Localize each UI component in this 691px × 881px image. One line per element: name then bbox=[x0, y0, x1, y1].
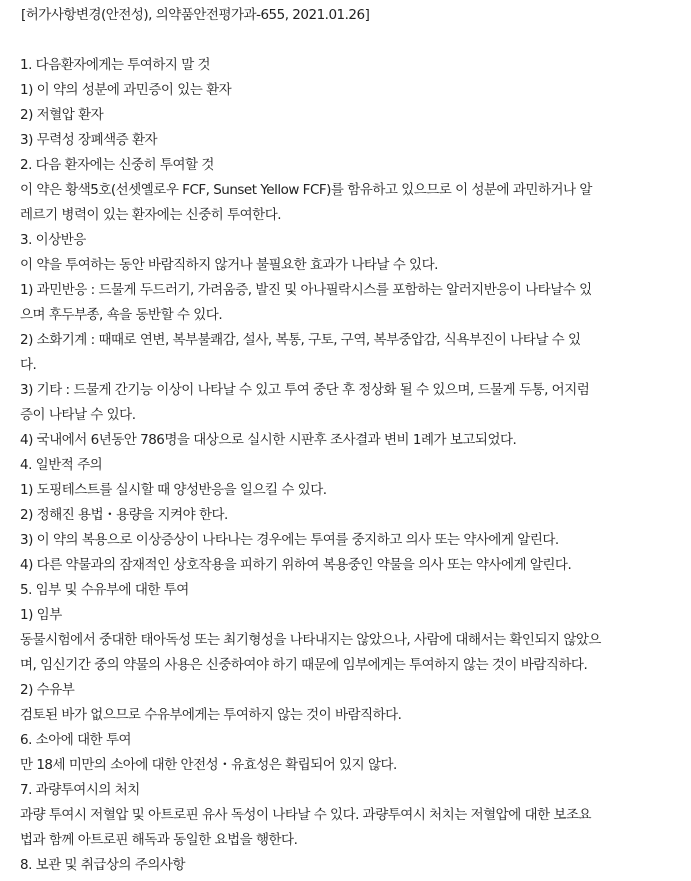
text-line: 4) 국내에서 6년동안 786명을 대상으로 실시한 시판후 조사결과 변비 1례가 보고되었다. bbox=[20, 432, 517, 448]
section-heading-contraindications: 1. 다음환자에게는 투여하지 말 것 bbox=[20, 57, 211, 73]
text-line: 1) 임부 bbox=[20, 607, 62, 623]
section-heading-pediatric: 6. 소아에 대한 투여 bbox=[20, 732, 132, 748]
section-heading-caution: 2. 다음 환자에는 신중히 투여할 것 bbox=[20, 157, 214, 173]
text-line: 1) 이 약의 성분에 과민증이 있는 환자 bbox=[20, 82, 232, 98]
text-line: 이 약을 투여하는 동안 바람직하지 않거나 불필요한 효과가 나타날 수 있다. bbox=[20, 257, 438, 273]
text-line: 동물시험에서 중대한 태아독성 또는 최기형성을 나타내지는 않았으나, 사람에 대해서는 확인되지 않았으 bbox=[20, 632, 601, 648]
text-line: 3) 기타 : 드물게 간기능 이상이 나타날 수 있고 투여 중단 후 정상화 될 수 있으며, 드물게 두통, 어지럼 bbox=[20, 382, 590, 398]
text-line: 으며 후두부종, 쇽을 동반할 수 있다. bbox=[20, 307, 223, 323]
text-line: 2) 정해진 용법・용량을 지켜야 한다. bbox=[20, 507, 228, 523]
document-header: [허가사항변경(안전성), 의약품안전평가과-655, 2021.01.26] bbox=[21, 7, 370, 23]
text-line: 1) 과민반응 : 드물게 두드러기, 가려움증, 발진 및 아나필락시스를 포함하는 알러지반응이 나타날수 있 bbox=[20, 282, 592, 298]
text-line: 1) 도핑테스트를 실시할 때 양성반응을 일으킬 수 있다. bbox=[20, 482, 327, 498]
text-line: 만 18세 미만의 소아에 대한 안전성・유효성은 확립되어 있지 않다. bbox=[20, 757, 397, 773]
text-line: 과량 투여시 저혈압 및 아트로핀 유사 독성이 나타날 수 있다. 과량투여시 처치는 저혈압에 대한 보조요 bbox=[20, 807, 592, 823]
text-line: 2) 저혈압 환자 bbox=[20, 107, 104, 123]
text-line: 2) 수유부 bbox=[20, 682, 75, 698]
section-heading-overdose: 7. 과량투여시의 처치 bbox=[20, 782, 140, 798]
text-line: 검토된 바가 없으므로 수유부에게는 투여하지 않는 것이 바람직하다. bbox=[20, 707, 402, 723]
text-line: 증이 나타날 수 있다. bbox=[20, 407, 136, 423]
section-heading-adverse-reactions: 3. 이상반응 bbox=[20, 232, 86, 248]
text-line: 3) 이 약의 복용으로 이상증상이 나타나는 경우에는 투여를 중지하고 의사 또는 약사에게 알린다. bbox=[20, 532, 559, 548]
text-line: 4) 다른 약물과의 잠재적인 상호작용을 피하기 위하여 복용중인 약물을 의사 또는 약사에게 알린다. bbox=[20, 557, 572, 573]
text-line: 2) 소화기계 : 때때로 연변, 복부불쾌감, 설사, 복통, 구토, 구역, 복부중압감, 식욕부진이 나타날 수 있 bbox=[20, 332, 581, 348]
text-line: 법과 함께 아트로핀 해독과 동일한 요법을 행한다. bbox=[20, 832, 298, 848]
text-line: 이 약은 황색5호(선셋옐로우 FCF, Sunset Yellow FCF)를 함유하고 있으므로 이 성분에 과민하거나 알 bbox=[20, 182, 592, 198]
text-line: 며, 임신기간 중의 약물의 사용은 신중하여야 하기 때문에 임부에게는 투여하지 않는 것이 바람직하다. bbox=[20, 657, 588, 673]
text-line: 3) 무력성 장폐색증 환자 bbox=[20, 132, 158, 148]
text-line: 레르기 병력이 있는 환자에는 신중히 투여한다. bbox=[20, 207, 282, 223]
section-heading-general-precautions: 4. 일반적 주의 bbox=[20, 457, 103, 473]
text-line: 다. bbox=[20, 357, 37, 373]
section-heading-storage: 8. 보관 및 취급상의 주의사항 bbox=[20, 857, 185, 873]
section-heading-pregnancy: 5. 임부 및 수유부에 대한 투여 bbox=[20, 582, 189, 598]
